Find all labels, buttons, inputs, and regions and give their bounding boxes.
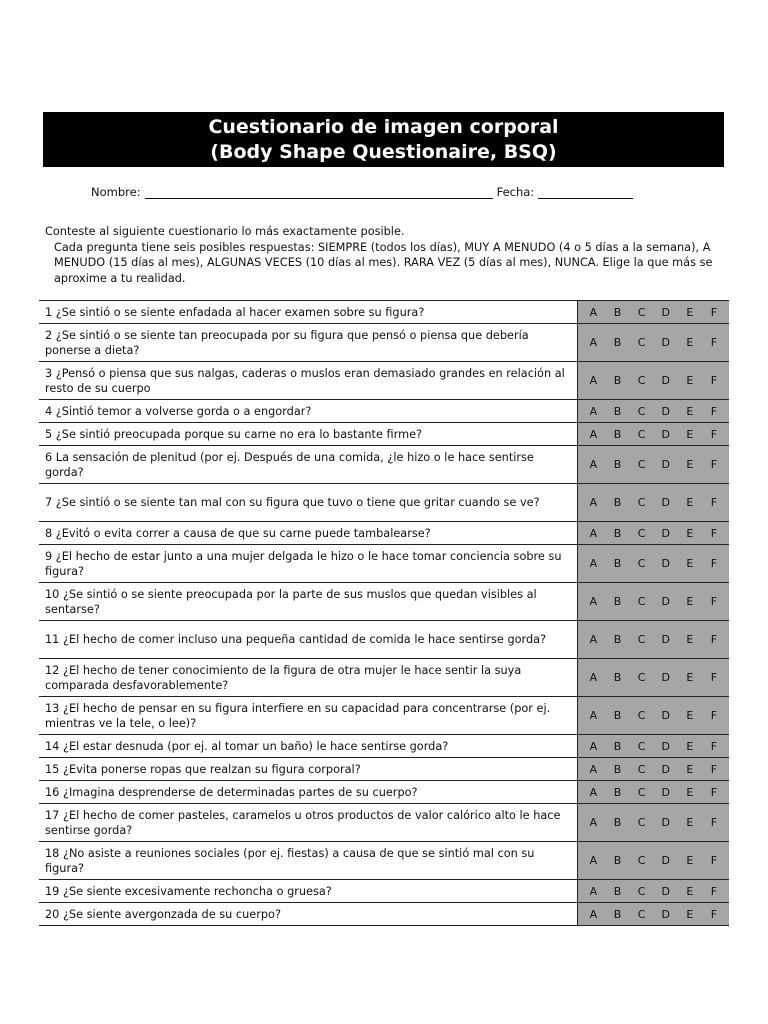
answer-option[interactable]: A — [589, 785, 598, 799]
answer-option[interactable]: B — [613, 526, 622, 540]
answer-option[interactable]: B — [613, 884, 622, 898]
answer-option[interactable]: E — [686, 336, 694, 349]
answer-option[interactable]: A — [589, 854, 598, 867]
answer-option[interactable]: E — [686, 854, 694, 867]
question-text: 4 ¿Sintió temor a volverse gorda o a engordar? — [39, 400, 578, 423]
answer-option[interactable]: A — [589, 709, 598, 722]
answer-option[interactable]: F — [710, 595, 718, 608]
answer-options — [578, 758, 729, 781]
answer-option[interactable]: B — [613, 739, 622, 753]
answer-option[interactable]: E — [686, 907, 694, 921]
answer-option[interactable]: B — [613, 404, 622, 418]
question-row — [39, 659, 729, 697]
instructions-intro: Conteste al siguiente cuestionario lo más exactamente posible. — [45, 225, 405, 238]
answer-option[interactable]: E — [686, 374, 694, 387]
question-text: 7 ¿Se sintió o se siente tan mal con su figura que tuvo o tiene que gritar cuando se ve? — [39, 484, 578, 522]
question-text: 5 ¿Se sintió preocupada porque su carne no era lo bastante firme? — [39, 423, 578, 446]
question-row — [39, 697, 729, 735]
answer-option[interactable]: E — [686, 633, 694, 646]
question-row — [39, 324, 729, 362]
answer-options — [578, 697, 729, 735]
answer-options — [578, 781, 729, 804]
question-row — [39, 903, 729, 926]
answer-option[interactable]: A — [589, 374, 598, 387]
answer-option[interactable]: C — [637, 496, 646, 509]
answer-option[interactable]: D — [661, 404, 670, 418]
answer-option[interactable]: A — [589, 496, 598, 509]
answer-option[interactable]: B — [613, 709, 622, 722]
answer-options — [578, 400, 729, 423]
answer-option[interactable]: F — [710, 557, 718, 570]
answer-option[interactable]: E — [686, 458, 694, 471]
answer-option[interactable]: F — [710, 458, 718, 471]
answer-option[interactable]: C — [637, 595, 646, 608]
answer-option[interactable]: B — [613, 595, 622, 608]
answer-option[interactable]: A — [589, 336, 598, 349]
question-text: 16 ¿Imagina desprenderse de determinadas partes de su cuerpo? — [39, 781, 578, 804]
answer-option[interactable]: B — [613, 427, 622, 441]
answer-options — [578, 659, 729, 697]
answer-option[interactable]: D — [661, 854, 670, 867]
answer-option[interactable]: A — [589, 907, 598, 921]
answer-option[interactable]: F — [710, 404, 718, 418]
answer-option[interactable]: A — [589, 739, 598, 753]
question-row — [39, 400, 729, 423]
answer-option[interactable]: C — [637, 633, 646, 646]
answer-option[interactable]: A — [589, 633, 598, 646]
answer-option[interactable]: E — [686, 595, 694, 608]
answer-option[interactable]: E — [686, 816, 694, 829]
answer-option[interactable]: B — [613, 458, 622, 471]
answer-option[interactable]: A — [589, 404, 598, 418]
answer-options — [578, 842, 729, 880]
answer-option[interactable]: C — [637, 427, 646, 441]
answer-option[interactable]: C — [637, 762, 646, 776]
answer-option[interactable]: F — [710, 907, 718, 921]
answer-option[interactable]: C — [637, 404, 646, 418]
question-text: 10 ¿Se sintió o se siente preocupada por la parte de sus muslos que quedan visibles al sentarse? — [39, 583, 578, 621]
answer-option[interactable]: F — [710, 816, 718, 829]
document-title: Cuestionario de imagen corporal — [208, 115, 559, 138]
answer-option[interactable]: D — [661, 427, 670, 441]
question-row — [39, 446, 729, 484]
answer-option[interactable]: D — [661, 374, 670, 387]
question-text: 2 ¿Se sintió o se siente tan preocupada por su figura que pensó o piensa que debería ponerse a dieta? — [39, 324, 578, 362]
question-row — [39, 301, 729, 324]
answer-option[interactable]: E — [686, 671, 694, 684]
question-row — [39, 842, 729, 880]
answer-option[interactable]: D — [661, 671, 670, 684]
answer-option[interactable]: E — [686, 739, 694, 753]
question-text: 11 ¿El hecho de comer incluso una pequeña cantidad de comida le hace sentirse gorda? — [39, 621, 578, 659]
question-text: 12 ¿El hecho de tener conocimiento de la figura de otra mujer le hace sentir la suya comparada desfavorablemente? — [39, 659, 578, 697]
question-text: 13 ¿El hecho de pensar en su figura interfiere en su capacidad para concentrarse (por ej. mientras ve la tele, o lee)? — [39, 697, 578, 735]
question-row — [39, 735, 729, 758]
answer-option[interactable]: B — [613, 907, 622, 921]
question-text: 20 ¿Se siente avergonzada de su cuerpo? — [39, 903, 578, 926]
question-text: 9 ¿El hecho de estar junto a una mujer delgada le hizo o le hace tomar conciencia sobre su figura? — [39, 545, 578, 583]
answer-option[interactable]: B — [613, 854, 622, 867]
answer-option[interactable]: D — [661, 305, 670, 319]
answer-option[interactable]: D — [661, 907, 670, 921]
answer-option[interactable]: F — [710, 496, 718, 509]
name-field[interactable] — [145, 185, 493, 199]
question-text: 14 ¿El estar desnuda (por ej. al tomar un baño) le hace sentirse gorda? — [39, 735, 578, 758]
answer-option[interactable]: B — [613, 336, 622, 349]
answer-option[interactable]: F — [710, 633, 718, 646]
answer-option[interactable]: D — [661, 633, 670, 646]
answer-option[interactable]: A — [589, 458, 598, 471]
question-text: 15 ¿Evita ponerse ropas que realzan su figura corporal? — [39, 758, 578, 781]
answer-options — [578, 362, 729, 400]
answer-option[interactable]: C — [637, 526, 646, 540]
answer-option[interactable]: C — [637, 374, 646, 387]
answer-option[interactable]: D — [661, 739, 670, 753]
answer-option[interactable]: C — [637, 884, 646, 898]
question-row — [39, 423, 729, 446]
answer-option[interactable]: A — [589, 526, 598, 540]
answer-option[interactable]: D — [661, 458, 670, 471]
answer-option[interactable]: A — [589, 816, 598, 829]
answer-option[interactable]: F — [710, 374, 718, 387]
answer-option[interactable]: E — [686, 557, 694, 570]
question-row — [39, 545, 729, 583]
answer-option[interactable]: B — [613, 785, 622, 799]
answer-option[interactable]: F — [710, 785, 718, 799]
answer-option[interactable]: C — [637, 709, 646, 722]
question-text: 1 ¿Se sintió o se siente enfadada al hacer examen sobre su figura? — [39, 301, 578, 324]
answer-option[interactable]: D — [661, 709, 670, 722]
answer-option[interactable]: B — [613, 633, 622, 646]
question-row — [39, 758, 729, 781]
question-text: 19 ¿Se siente excesivamente rechoncha o gruesa? — [39, 880, 578, 903]
answer-option[interactable]: E — [686, 785, 694, 799]
instructions — [45, 224, 735, 286]
answer-option[interactable]: E — [686, 884, 694, 898]
answer-option[interactable]: D — [661, 526, 670, 540]
answer-option[interactable]: A — [589, 884, 598, 898]
title-banner — [43, 112, 724, 167]
answer-options — [578, 545, 729, 583]
question-text: 3 ¿Pensó o piensa que sus nalgas, caderas o muslos eran demasiado grandes en relación al resto de su cuerpo — [39, 362, 578, 400]
answer-option[interactable]: B — [613, 762, 622, 776]
answer-option[interactable]: F — [710, 336, 718, 349]
answer-option[interactable]: D — [661, 884, 670, 898]
answer-option[interactable]: F — [710, 854, 718, 867]
answer-option[interactable]: B — [613, 671, 622, 684]
answer-option[interactable]: F — [710, 671, 718, 684]
answer-option[interactable]: D — [661, 557, 670, 570]
question-row — [39, 583, 729, 621]
answer-options — [578, 735, 729, 758]
answer-option[interactable]: E — [686, 709, 694, 722]
answer-option[interactable]: C — [637, 816, 646, 829]
answer-option[interactable]: A — [589, 427, 598, 441]
answer-options — [578, 903, 729, 926]
answer-option[interactable]: F — [710, 762, 718, 776]
answer-option[interactable]: F — [710, 427, 718, 441]
answer-options — [578, 522, 729, 545]
question-row — [39, 484, 729, 522]
name-label: Nombre: — [91, 185, 141, 199]
answer-option[interactable]: E — [686, 496, 694, 509]
answer-option[interactable]: C — [637, 854, 646, 867]
answer-option[interactable]: F — [710, 884, 718, 898]
answer-option[interactable]: C — [637, 907, 646, 921]
date-field[interactable] — [538, 185, 633, 199]
document-subtitle: (Body Shape Questionaire, BSQ) — [210, 140, 557, 163]
question-text: 18 ¿No asiste a reuniones sociales (por ej. fiestas) a causa de que se sintió mal con su figura? — [39, 842, 578, 880]
answer-option[interactable]: E — [686, 305, 694, 319]
question-row — [39, 522, 729, 545]
question-row — [39, 804, 729, 842]
answer-option[interactable]: B — [613, 305, 622, 319]
answer-option[interactable]: B — [613, 496, 622, 509]
answer-options — [578, 484, 729, 522]
answer-options — [578, 446, 729, 484]
answer-options — [578, 621, 729, 659]
answer-option[interactable]: C — [637, 739, 646, 753]
answer-option[interactable]: C — [637, 458, 646, 471]
instructions-detail: Cada pregunta tiene seis posibles respuestas: SIEMPRE (todos los días), MUY A MENUDO (4 o 5 días a la semana), A MENUDO (15 días al mes), ALGUNAS VECES (10 días al mes). RARA VEZ (5 días al mes), NUNCA. Elige la que más se aproxime a tu realidad. — [54, 240, 713, 285]
answer-option[interactable]: B — [613, 816, 622, 829]
question-row — [39, 621, 729, 659]
answer-option[interactable]: C — [637, 671, 646, 684]
question-row — [39, 781, 729, 804]
answer-option[interactable]: A — [589, 595, 598, 608]
answer-option[interactable]: B — [613, 557, 622, 570]
answer-option[interactable]: E — [686, 762, 694, 776]
answer-option[interactable]: E — [686, 427, 694, 441]
answer-option[interactable]: A — [589, 557, 598, 570]
answer-options — [578, 583, 729, 621]
answer-option[interactable]: D — [661, 496, 670, 509]
date-label: Fecha: — [496, 185, 535, 199]
answer-option[interactable]: C — [637, 557, 646, 570]
answer-option[interactable]: D — [661, 336, 670, 349]
answer-option[interactable]: D — [661, 816, 670, 829]
answer-option[interactable]: F — [710, 709, 718, 722]
answer-option[interactable]: C — [637, 305, 646, 319]
question-text: 17 ¿El hecho de comer pasteles, caramelos u otros productos de valor calórico alto le hace sentirse gorda? — [39, 804, 578, 842]
answer-option[interactable]: D — [661, 785, 670, 799]
name-date-row — [91, 179, 651, 199]
answer-option[interactable]: C — [637, 336, 646, 349]
answer-option[interactable]: E — [686, 526, 694, 540]
question-row — [39, 880, 729, 903]
answer-option[interactable]: D — [661, 595, 670, 608]
answer-option[interactable]: C — [637, 785, 646, 799]
answer-options — [578, 423, 729, 446]
answer-options — [578, 324, 729, 362]
answer-option[interactable]: A — [589, 762, 598, 776]
answer-options — [578, 804, 729, 842]
answer-options — [578, 880, 729, 903]
answer-option[interactable]: E — [686, 404, 694, 418]
question-text: 8 ¿Evitó o evita correr a causa de que su carne puede tambalearse? — [39, 522, 578, 545]
answer-option[interactable]: F — [710, 305, 718, 319]
answer-option[interactable]: F — [710, 526, 718, 540]
questions-table — [39, 300, 729, 926]
answer-options — [578, 301, 729, 324]
question-row — [39, 362, 729, 400]
answer-option[interactable]: D — [661, 762, 670, 776]
answer-option[interactable]: B — [613, 374, 622, 387]
answer-option[interactable]: A — [589, 671, 598, 684]
question-text: 6 La sensación de plenitud (por ej. Después de una comida, ¿le hizo o le hace sentirse gorda? — [39, 446, 578, 484]
answer-option[interactable]: F — [710, 739, 718, 753]
answer-option[interactable]: A — [589, 305, 598, 319]
